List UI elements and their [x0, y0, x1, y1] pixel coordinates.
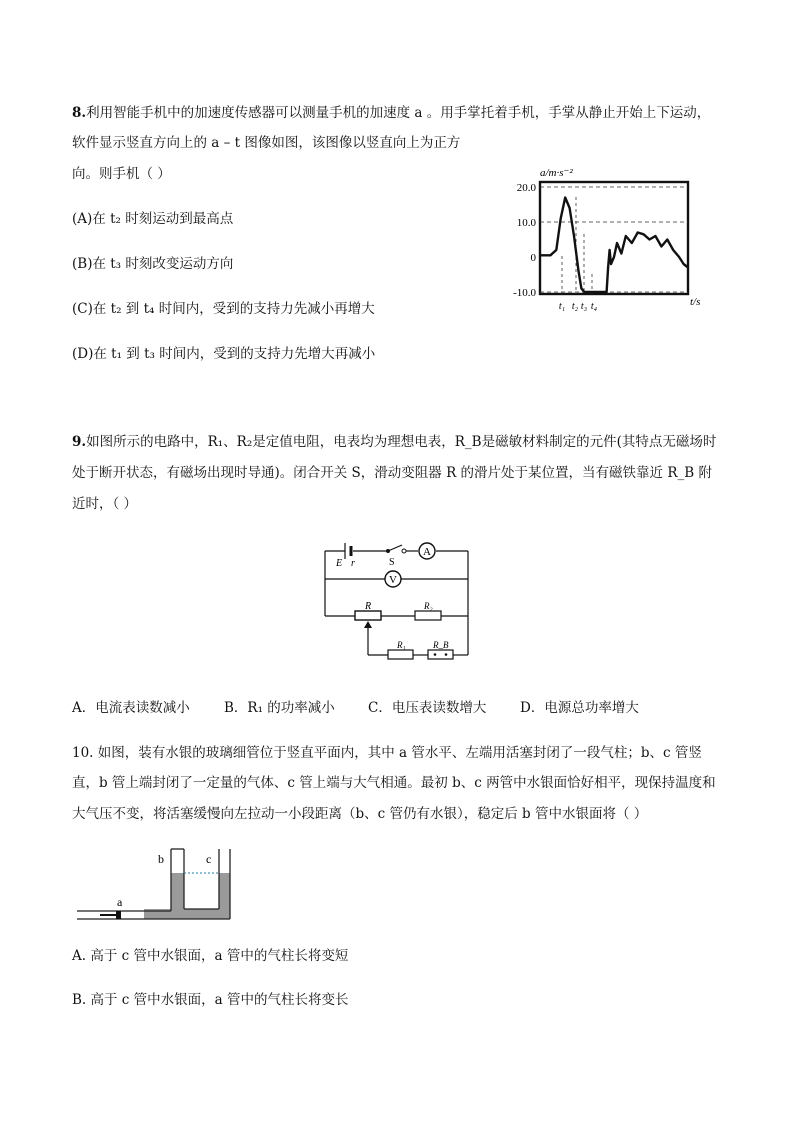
q10-stem-3: 大气压不变，将活塞缓慢向左拉动一小段距离（b、c 管仍有水银），稳定后 b 管中水银面将（ ）: [72, 806, 648, 822]
t1-label: t₁: [558, 301, 566, 312]
acceleration-curve: [540, 198, 688, 293]
voltmeter-label: V: [389, 574, 397, 586]
switch-pivot: [386, 549, 390, 553]
ytick-0: 0: [530, 252, 536, 264]
q8-stem-1: 利用智能手机中的加速度传感器可以测量手机的加速度 a 。用手掌托着手机，手掌从静止开始上下运动，: [86, 105, 711, 121]
graph-frame: [540, 182, 688, 294]
q8-option-c[interactable]: (C)在 t₂ 到 t₄ 时间内，受到的支持力先减小再增大: [72, 301, 375, 317]
q10-stem-2: 直，b 管上端封闭了一定量的气体、c 管上端与大气相通。最初 b、c 两管中水银面恰好相平，现保持温度和: [72, 775, 716, 791]
t-marker-lines: [562, 197, 592, 294]
q8-stem-2: 软件显示竖直方向上的 a – t 图像如图，该图像以竖直向上为正方: [72, 135, 461, 151]
q9-option-b[interactable]: B．R₁ 的功率减小: [224, 700, 335, 716]
q9-option-d[interactable]: D．电源总功率增大: [520, 700, 639, 716]
label-e: E: [336, 558, 343, 569]
slider-arrow-icon: [364, 621, 372, 628]
resistor-r1: [388, 650, 413, 659]
q9-stem-3: 近时，（ ）: [72, 496, 138, 512]
tube-label-a: a: [117, 895, 123, 909]
t2-label: t₂: [571, 301, 579, 312]
q10-option-a[interactable]: A. 高于 c 管中水银面，a 管中的气柱长将变短: [72, 948, 349, 964]
q8-number: 8.: [72, 105, 87, 121]
resistor-r2: [415, 611, 441, 620]
ytick-10: 10.0: [516, 217, 536, 229]
label-r1: R₁: [397, 640, 406, 650]
q9-stem-1: 如图所示的电路中，R₁、R₂是定值电阻，电表均为理想电表，R_B是磁敏材料制定的元件(其特点无磁场时: [86, 434, 717, 450]
q8-stem-3: 向。则手机（ ）: [72, 166, 171, 182]
circuit-diagram: [318, 538, 478, 666]
tube-label-c: c: [206, 852, 212, 866]
magnetoresistor-rb: [428, 650, 453, 659]
graph-xlabel: t/s: [690, 296, 701, 308]
ammeter-label: A: [423, 546, 431, 558]
label-rb: R_B: [433, 640, 449, 650]
ytick-neg10: -10.0: [513, 287, 536, 299]
q9-option-c[interactable]: C．电压表读数增大: [368, 700, 487, 716]
rb-dot-left: [434, 653, 437, 656]
t3-label: t₃: [580, 301, 588, 312]
q8-option-a[interactable]: (A)在 t₂ 时刻运动到最高点: [72, 211, 234, 227]
rheostat-r: [355, 611, 381, 620]
mercury-in-a-tube: [144, 911, 171, 919]
label-s: S: [389, 557, 395, 568]
q9-stem-2: 处于断开状态，有磁场出现时导通)。闭合开关 S，滑动变阻器 R 的滑片处于某位置，当有磁铁靠近 R_B 附: [72, 465, 712, 481]
label-r2: R₂: [424, 601, 433, 611]
t4-label: t₄: [590, 301, 598, 312]
q9-line1: [72, 432, 716, 452]
q8-option-b[interactable]: (B)在 t₃ 时刻改变运动方向: [72, 256, 234, 272]
q10-option-b[interactable]: B. 高于 c 管中水银面，a 管中的气柱长将变长: [72, 992, 349, 1008]
switch-contact: [402, 549, 406, 553]
rb-dot-right: [445, 653, 448, 656]
q8-line1: [72, 103, 710, 123]
q10-stem-1: 10. 如图，装有水银的玻璃细管位于竖直平面内，其中 a 管水平、左端用活塞封闭了一段气柱；b、c 管竖: [72, 745, 702, 761]
tube-label-b: b: [158, 852, 164, 866]
graph-ylabel: a/m·s⁻²: [540, 167, 573, 179]
piston-icon: [116, 911, 121, 919]
u-tube-diagram: [72, 843, 242, 925]
q9-option-a[interactable]: A．电流表读数减小: [72, 700, 190, 716]
acceleration-time-graph: [500, 164, 720, 324]
label-r-internal: r: [351, 558, 355, 569]
q8-option-d[interactable]: (D)在 t₁ 到 t₃ 时间内，受到的支持力先增大再减小: [72, 346, 376, 362]
q9-number: 9.: [72, 434, 87, 450]
ytick-20: 20.0: [516, 182, 536, 194]
label-r: R: [365, 601, 372, 612]
